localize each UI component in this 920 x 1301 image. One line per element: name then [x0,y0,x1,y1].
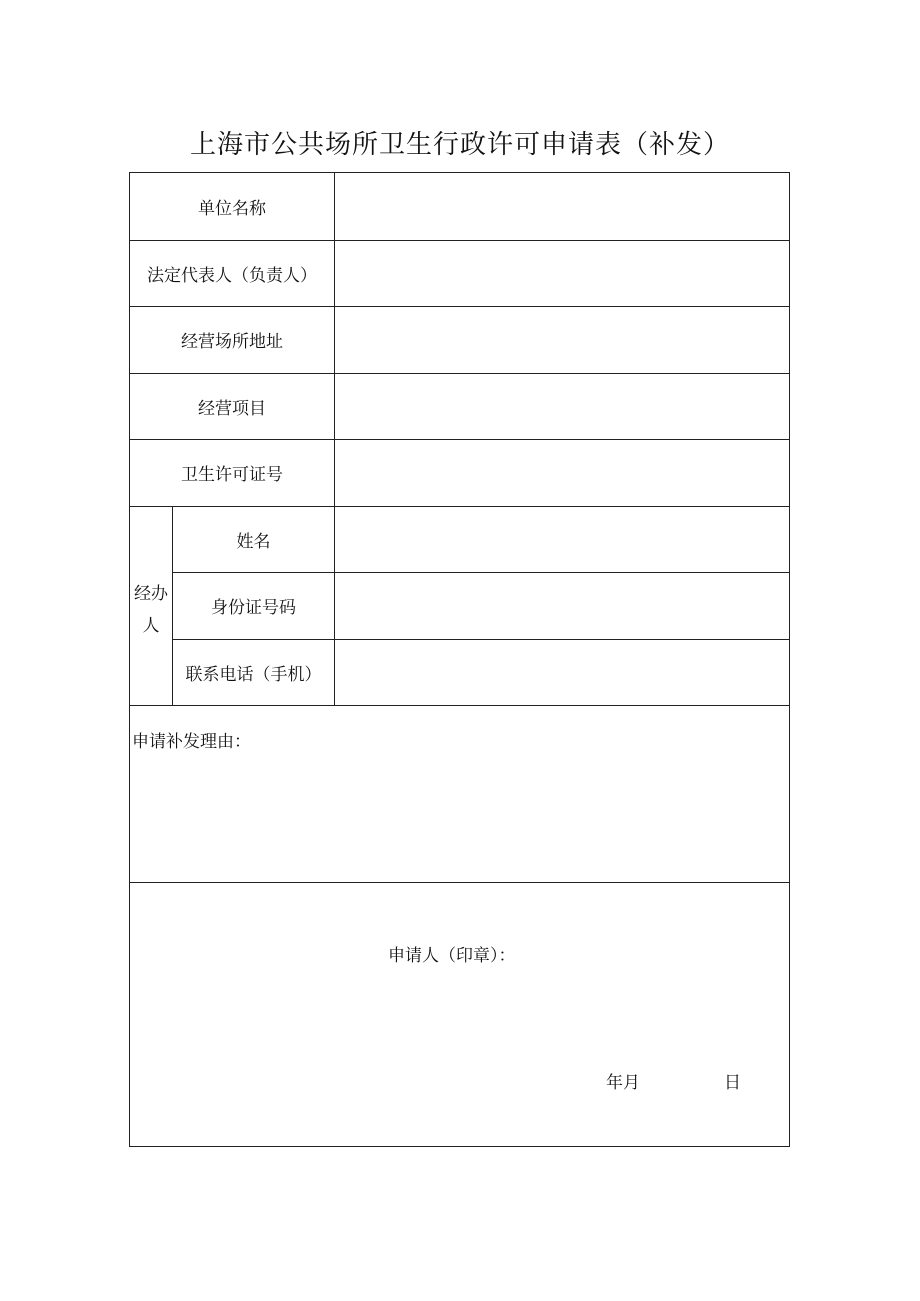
unit-name-label: 单位名称 [198,199,266,219]
handler-name-field[interactable] [335,507,789,572]
page-title: 上海市公共场所卫生行政许可申请表（补发） [189,130,730,160]
row-divider [130,705,789,706]
handler-phone-label: 联系电话（手机） [185,664,322,685]
handler-group-label-line2: 人 [142,616,160,636]
handler-phone-field[interactable] [335,640,789,705]
applicant-seal-label: 申请人（印章）： [388,946,516,966]
business-items-field[interactable] [335,374,789,439]
handler-name-label: 姓名 [236,531,271,552]
reason-field[interactable] [130,758,789,882]
handler-group-label-line1: 经办 [134,584,168,604]
handler-id-field[interactable] [335,573,789,639]
unit-name-field[interactable] [335,173,789,240]
handler-group-label [131,578,171,642]
reason-label: 申请补发理由： [132,732,251,752]
legal-rep-label: 法定代表人（负责人） [147,265,317,286]
address-field[interactable] [335,307,789,373]
license-no-field[interactable] [335,440,789,506]
application-form [129,172,790,1147]
date-year-month: 年月 [606,1073,640,1093]
address-label: 经营场所地址 [181,332,283,352]
business-items-label: 经营项目 [198,398,266,419]
handler-id-label: 身份证号码 [211,598,296,618]
legal-rep-field[interactable] [335,241,789,306]
row-divider [130,882,789,883]
license-no-label: 卫生许可证号 [181,465,283,485]
date-day: 日 [724,1073,741,1093]
